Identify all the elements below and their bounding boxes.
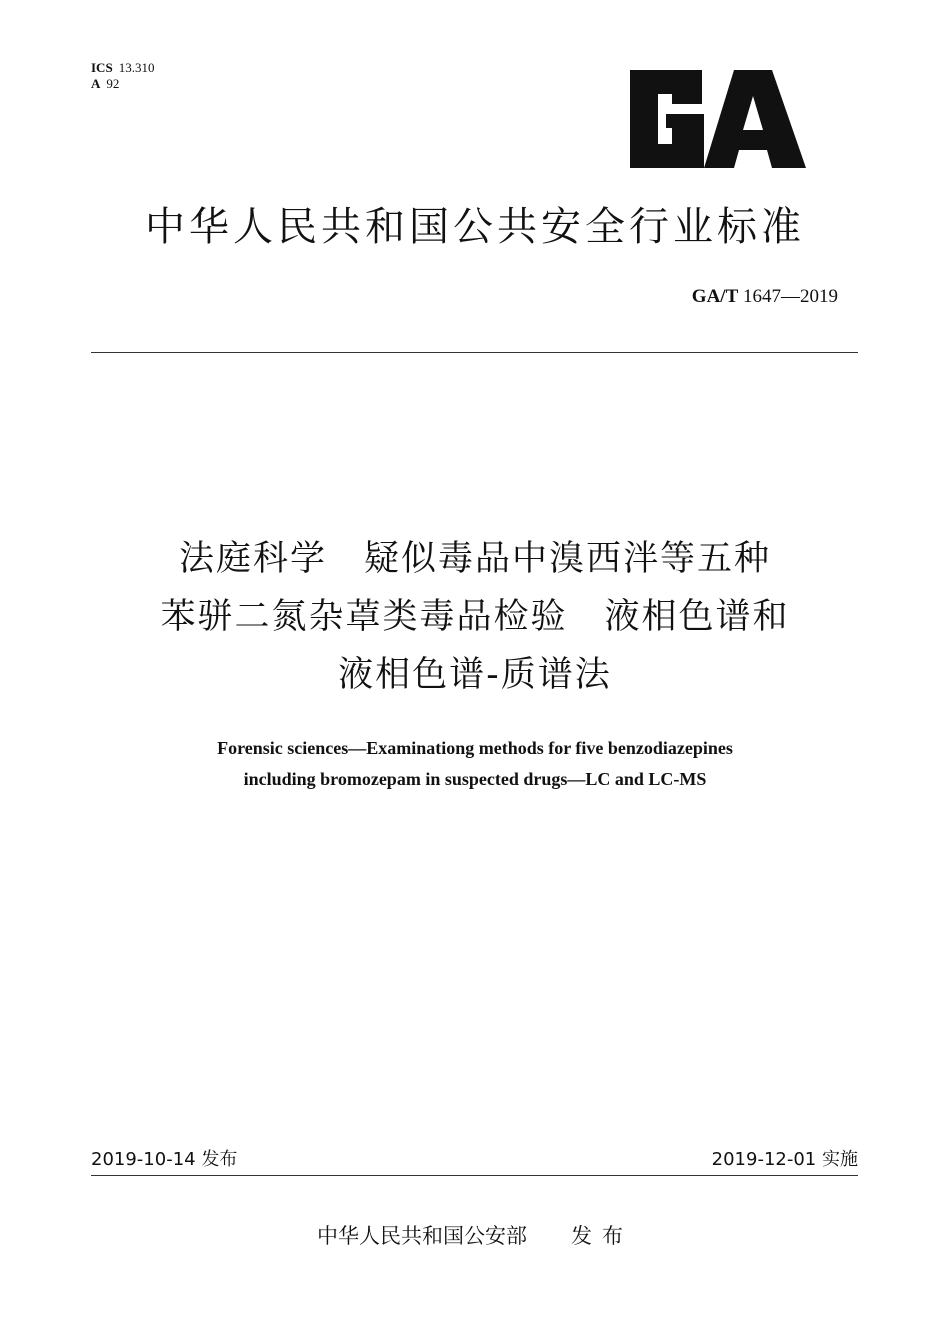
chinese-title-line: 液相色谱-质谱法 — [338, 655, 612, 695]
implementation-date-label: 实施 — [822, 1149, 858, 1170]
ga-logo-letter-g — [630, 70, 704, 168]
chinese-title-line: 苯骈二氮杂䓬类毒品检验 液相色谱和 — [160, 597, 790, 637]
standard-number — [692, 286, 838, 308]
ics-label: ICS — [91, 60, 113, 75]
bottom-divider — [91, 1175, 858, 1176]
top-divider — [91, 352, 858, 353]
english-title-line: Forensic sciences—Examinationg methods for five benzodiazepines — [217, 738, 733, 758]
classification-codes — [91, 60, 154, 92]
standard-category: 中华人民共和国公共安全行业标准 — [145, 204, 805, 250]
publisher-verb: 发布 — [571, 1224, 633, 1248]
ccs-value: 92 — [106, 76, 120, 91]
chinese-title — [0, 530, 950, 704]
english-title — [0, 733, 950, 795]
issue-date-value: 2019-10-14 — [91, 1149, 196, 1170]
ga-logo — [622, 70, 807, 168]
publisher-name: 中华人民共和国公安部 — [317, 1224, 527, 1248]
english-title-line: including bromozepam in suspected drugs—LC and LC-MS — [243, 769, 707, 789]
chinese-title-line: 法庭科学 疑似毒品中溴西泮等五种 — [178, 539, 771, 579]
standard-number-value: 1647—2019 — [743, 286, 838, 307]
issue-date-label: 发布 — [201, 1149, 238, 1170]
ga-logo-letter-a — [704, 70, 806, 168]
ics-code — [91, 60, 154, 76]
publisher — [0, 1220, 950, 1250]
ccs-label: A — [91, 76, 101, 91]
standard-number-prefix: GA/T — [691, 286, 739, 307]
issue-date — [91, 1145, 237, 1171]
implementation-date-value: 2019-12-01 — [711, 1149, 817, 1170]
ics-value: 13.310 — [118, 60, 155, 75]
implementation-date — [712, 1145, 858, 1171]
ccs-code — [91, 76, 154, 92]
